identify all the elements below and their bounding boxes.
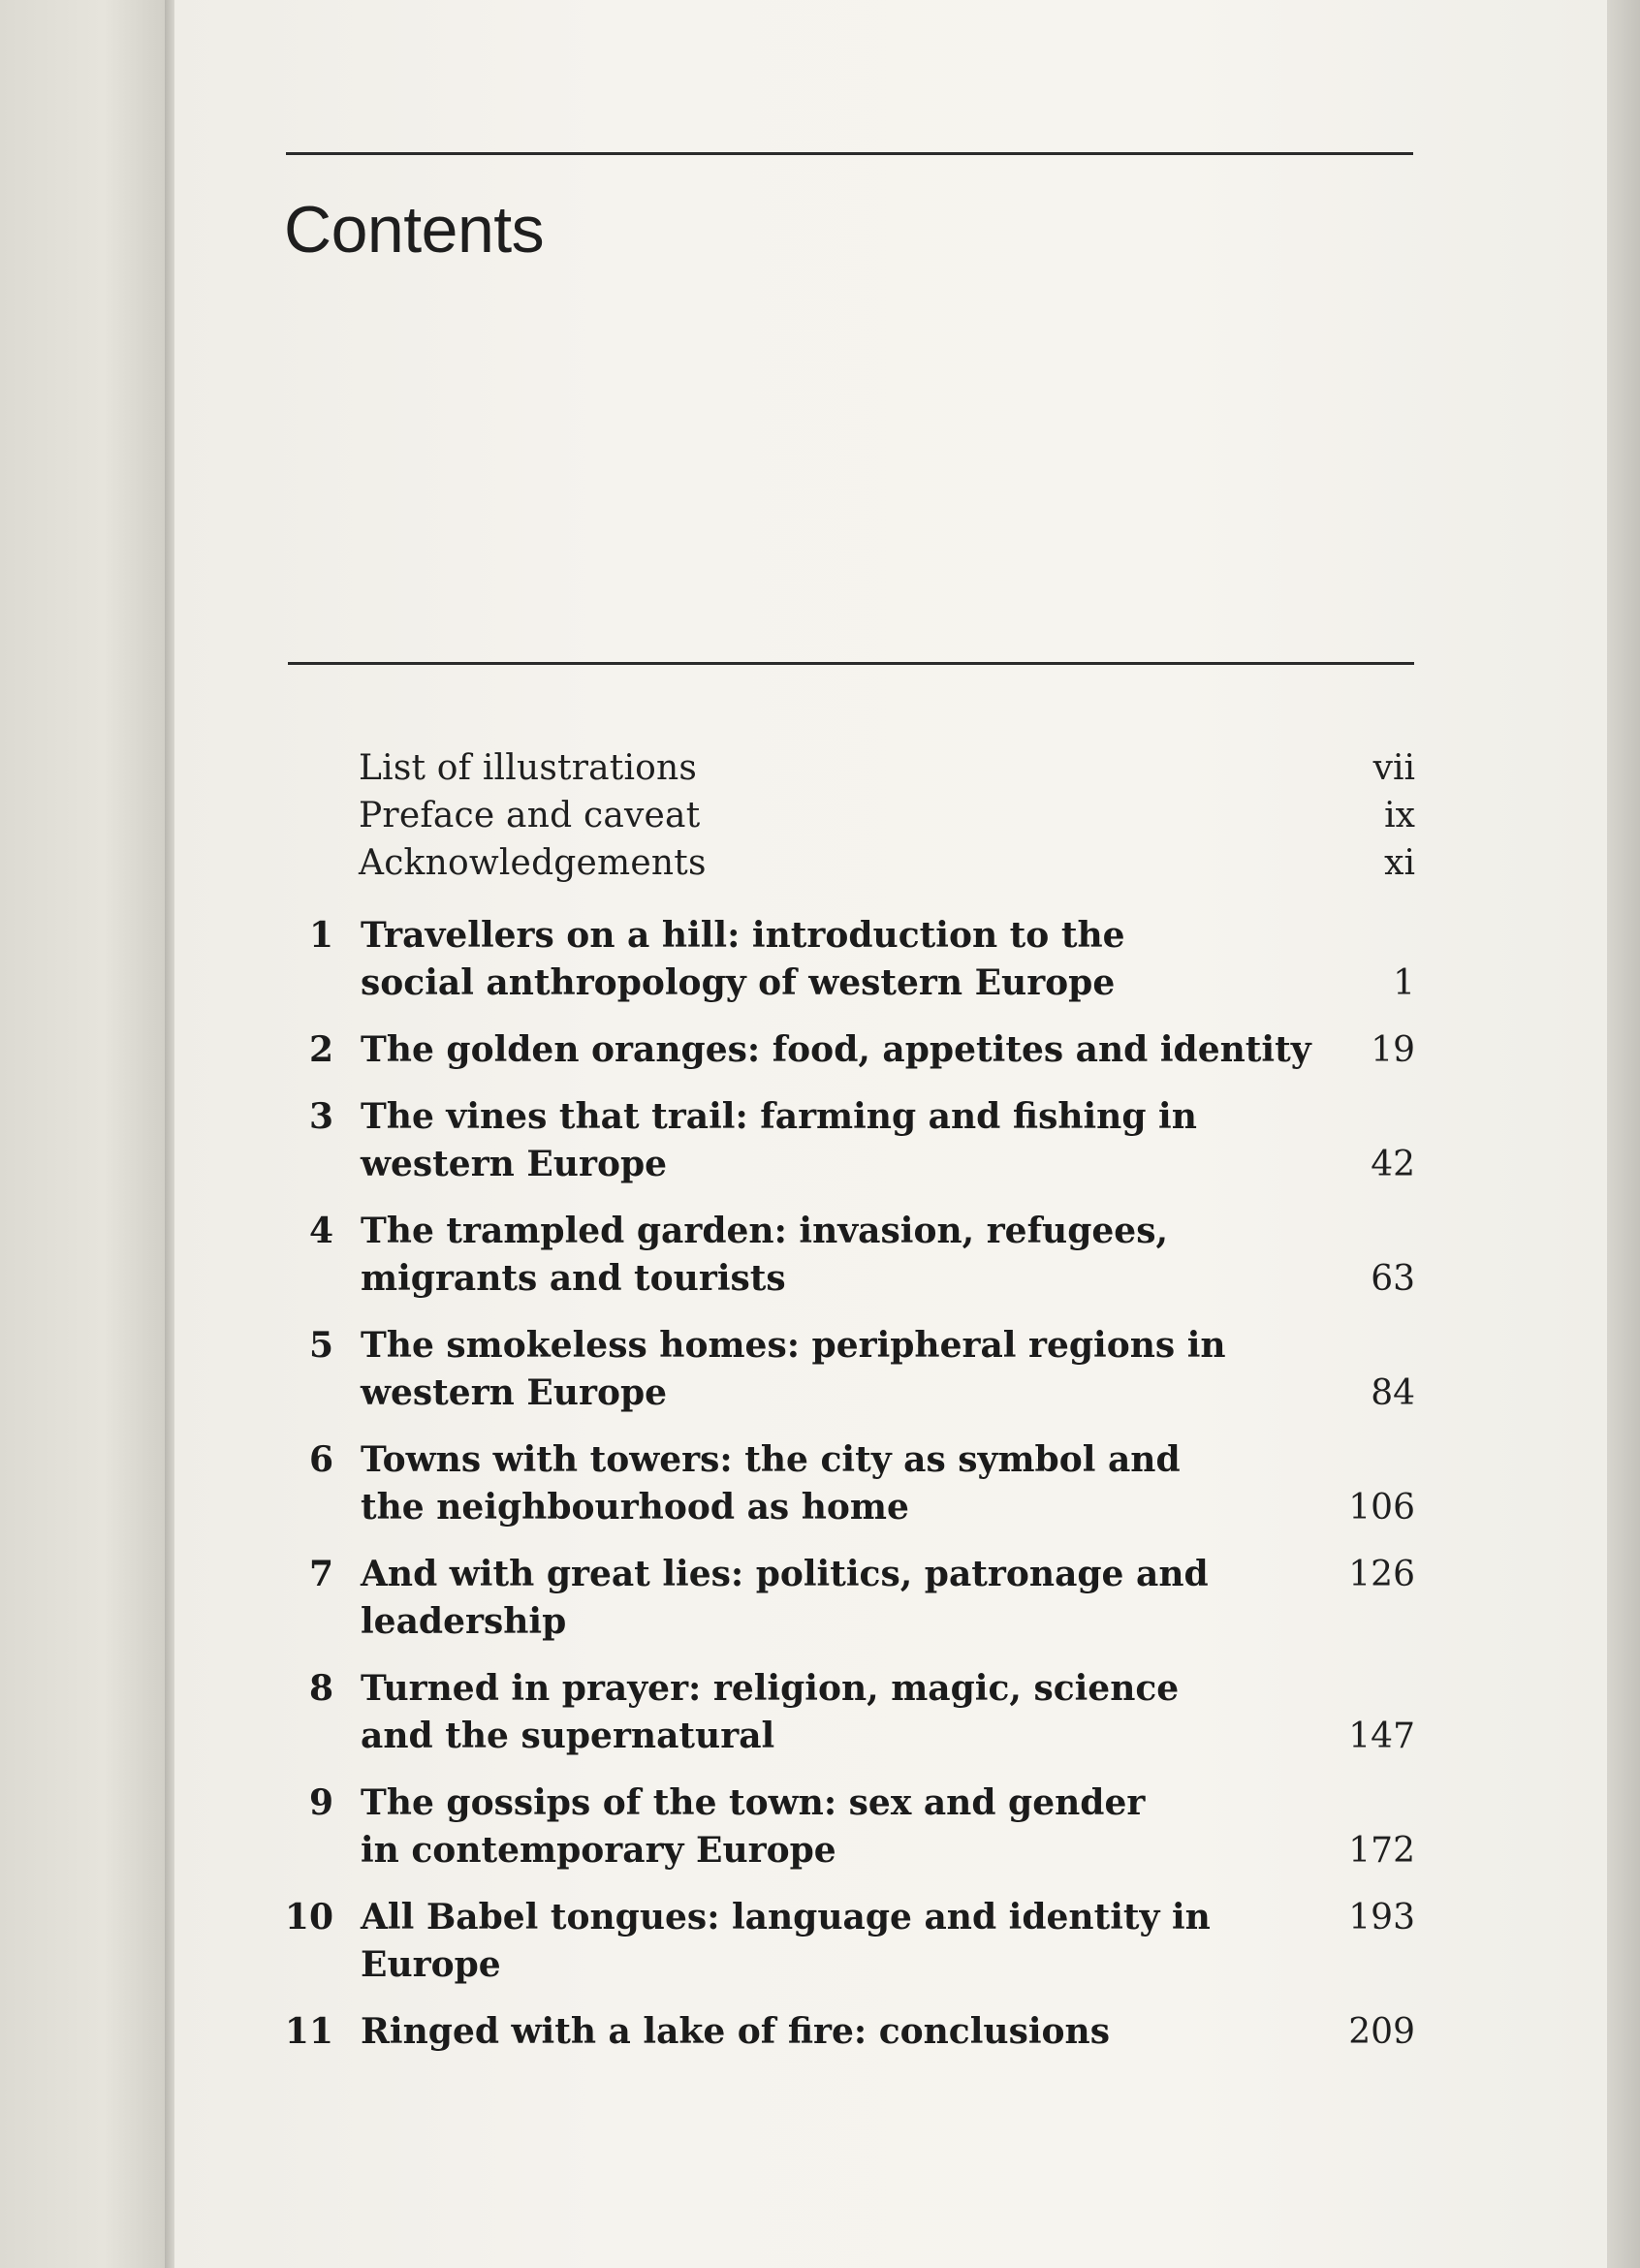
front-matter-page: vii: [1372, 748, 1415, 788]
chapter-entry: [291, 1665, 1415, 1760]
chapter-title: Ringed with a lake of fire: conclusions: [361, 2011, 1110, 2052]
chapter-entry: [284, 2008, 1415, 2056]
chapter-title: Travellers on a hill: introduction to the social anthropology of western Europe: [361, 915, 1125, 1003]
chapter-number: 2: [308, 1029, 333, 1070]
chapter-number: 4: [308, 1211, 333, 1251]
chapter-page: 193: [1348, 1898, 1415, 1937]
chapter-number: 8: [308, 1668, 333, 1709]
chapter-entry: [291, 1780, 1415, 1874]
chapter-title: The golden oranges: food, appetites and identity: [361, 1029, 1311, 1070]
front-matter-page: xi: [1384, 843, 1415, 883]
adjacent-page-edge: [0, 0, 173, 2268]
chapter-title: And with great lies: politics, patronage and leadership: [361, 1554, 1209, 1642]
chapter-entry: [291, 1093, 1415, 1188]
chapter-number: 10: [284, 1897, 333, 1937]
chapter-page: 84: [1371, 1373, 1415, 1413]
chapter-entry: [291, 1436, 1415, 1531]
section-rule: [288, 662, 1414, 665]
chapter-number: 5: [308, 1325, 333, 1366]
chapter-page: 172: [1348, 1831, 1415, 1871]
chapter-title: Towns with towers: the city as symbol and the neighbourhood as home: [361, 1439, 1181, 1528]
chapter-title: The trampled garden: invasion, refugees, migrants and tourists: [361, 1211, 1169, 1299]
page-edge-right: [1607, 0, 1640, 2268]
chapter-page: 126: [1348, 1555, 1415, 1594]
chapter-number: 6: [308, 1439, 333, 1480]
front-matter-label: List of illustrations: [359, 748, 698, 788]
chapter-page: 106: [1348, 1488, 1415, 1528]
front-matter-page: ix: [1384, 796, 1415, 835]
front-matter-label: Preface and caveat: [359, 796, 701, 835]
table-of-contents: [284, 748, 1415, 2075]
chapter-title: All Babel tongues: language and identity in Europe: [361, 1897, 1211, 1985]
chapter-number: 7: [308, 1554, 333, 1594]
chapter-page: 19: [1371, 1030, 1415, 1070]
chapter-page: 1: [1393, 963, 1415, 1003]
front-matter-item: [291, 843, 1415, 891]
front-matter-item: [291, 796, 1415, 843]
chapter-entry: [291, 1551, 1415, 1646]
chapter-entry: [291, 1208, 1415, 1303]
front-matter-label: Acknowledgements: [359, 843, 707, 883]
chapter-title: Turned in prayer: religion, magic, science and the supernatural: [361, 1668, 1180, 1756]
chapter-page: 209: [1348, 2012, 1415, 2052]
top-rule: [286, 152, 1413, 155]
chapter-page: 63: [1371, 1259, 1415, 1299]
chapter-page: 147: [1348, 1717, 1415, 1756]
chapter-page: 42: [1371, 1145, 1415, 1184]
chapter-number: 3: [308, 1096, 333, 1137]
front-matter-item: [291, 748, 1415, 796]
chapter-number: 11: [284, 2011, 333, 2052]
chapter-entry: [291, 1026, 1415, 1074]
chapter-number: 9: [308, 1782, 333, 1823]
chapter-entry: [291, 912, 1415, 1007]
chapter-title: The vines that trail: farming and fishing in western Europe: [361, 1096, 1197, 1184]
chapter-title: The gossips of the town: sex and gender in contemporary Europe: [361, 1782, 1146, 1871]
page-title: Contents: [284, 193, 545, 267]
chapter-number: 1: [308, 915, 333, 956]
chapter-entry: [284, 1894, 1415, 1989]
chapter-entry: [291, 1322, 1415, 1417]
chapter-title: The smokeless homes: peripheral regions in western Europe: [361, 1325, 1226, 1413]
